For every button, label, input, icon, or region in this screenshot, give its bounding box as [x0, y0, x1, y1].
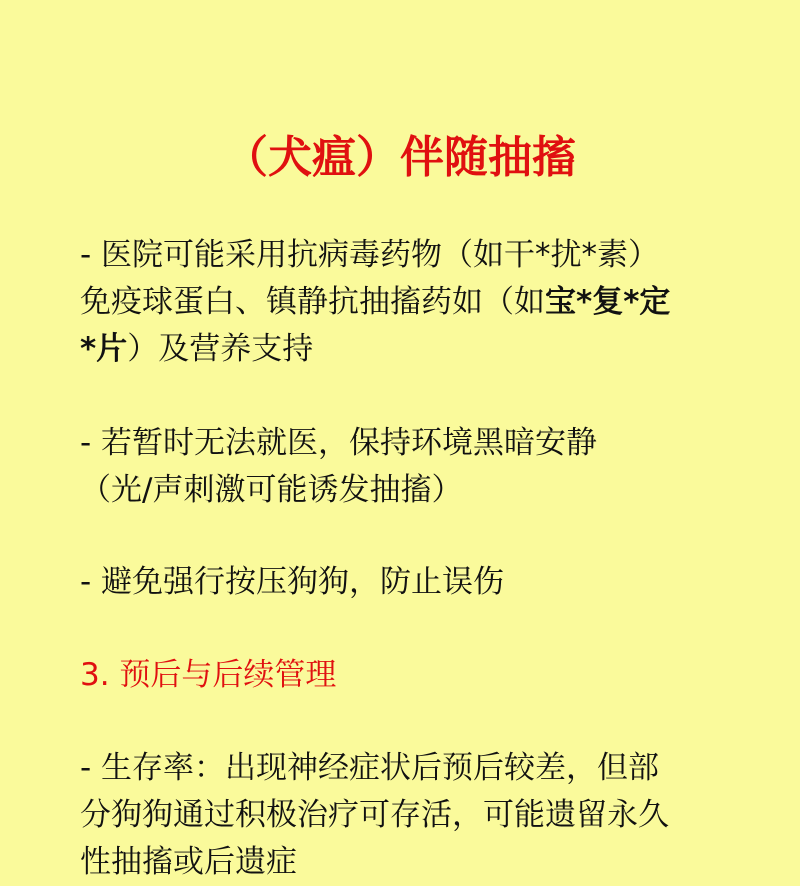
treatment-line-2-text: 免疫球蛋白、镇静抗抽搐药如（如 [80, 284, 545, 320]
survival-line-3: 性抽搐或后遗症 [80, 844, 297, 880]
survival-line-1: - 生存率：出现神经症状后预后较差，但部 [80, 750, 660, 786]
section-heading [80, 652, 740, 699]
no-vet-line-1: - 若暂时无法就医，保持环境黑暗安静 [80, 425, 598, 461]
treatment-line-2 [80, 279, 740, 326]
survival-line-2: 分狗狗通过积极治疗可存活，可能遗留永久 [80, 797, 669, 833]
drug-name-bold-suffix: *片 [80, 331, 128, 367]
avoid-line-1: - 避免强行按压狗狗，防止误伤 [80, 564, 505, 600]
survival-paragraph [80, 745, 740, 886]
treatment-line-1: - 医院可能采用抗病毒药物（如干*扰*素） [80, 237, 660, 273]
no-vet-line-2: （光/声刺激可能诱发抽搐） [80, 472, 463, 508]
page-title: （犬瘟）伴随抽搐 [224, 132, 576, 183]
treatment-line-3 [80, 326, 740, 373]
section-heading-text: 3. 预后与后续管理 [80, 657, 337, 693]
drug-name-bold: 宝*复*定 [545, 284, 671, 320]
treatment-line-3-text: ）及营养支持 [127, 331, 314, 367]
treatment-paragraph [80, 232, 740, 373]
avoid-paragraph [80, 559, 740, 606]
no-vet-paragraph [80, 420, 740, 514]
